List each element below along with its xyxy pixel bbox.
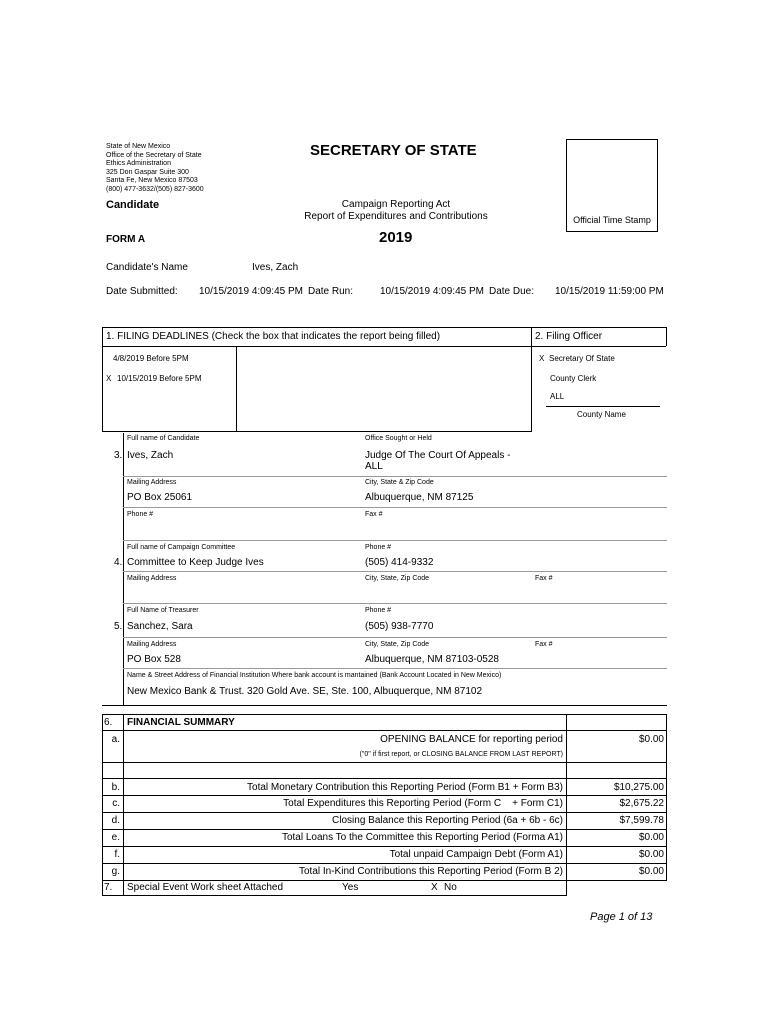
committee-phone: (505) 414-9332 — [365, 557, 434, 568]
committee-fax-label: Fax # — [535, 575, 553, 582]
treasurer-name-label: Full Name of Treasurer — [127, 607, 199, 614]
committee-city-label: City, State, Zip Code — [365, 575, 430, 582]
row-amount-g: $0.00 — [638, 866, 664, 877]
section-4-number: 4. — [114, 557, 123, 568]
date-due-value: 10/15/2019 11:59:00 PM — [555, 286, 664, 297]
bank-address: New Mexico Bank & Trust. 320 Gold Ave. SE, Ste. 100, Albuquerque, NM 87102 — [127, 686, 483, 697]
address-line: Ethics Administration — [106, 160, 171, 167]
section-3-number: 3. — [114, 450, 123, 461]
treasurer-phone: (505) 938-7770 — [365, 621, 434, 632]
candidate-city-label: City, State & Zip Code — [365, 479, 434, 486]
section-7-number: 7. — [104, 882, 113, 893]
special-event-yes[interactable]: Yes — [342, 882, 359, 893]
row-letter-b: b. — [111, 782, 120, 793]
committee-phone-label: Phone # — [365, 544, 392, 551]
agency-address — [106, 143, 204, 194]
address-line: Santa Fe, New Mexico 87503 — [106, 177, 198, 184]
row-label-f: Total unpaid Campaign Debt (Form A1) — [389, 849, 563, 860]
filing-officer-header: 2. Filing Officer — [535, 331, 603, 342]
row-letter-d: d. — [111, 815, 120, 826]
time-stamp-label: Official Time Stamp — [573, 215, 651, 225]
form-label: FORM A — [106, 234, 146, 245]
report-year: 2019 — [379, 229, 413, 246]
treasurer-city: Albuquerque, NM 87103-0528 — [365, 654, 499, 665]
candidate-mailing: PO Box 25061 — [127, 492, 193, 503]
candidate-phone-label: Phone # — [127, 511, 154, 518]
row-letter-c: c. — [112, 798, 120, 809]
row-letter-g: g. — [111, 866, 120, 877]
section-5-number: 5. — [114, 621, 123, 632]
officer-check-mark: X — [539, 354, 545, 363]
date-submitted-value: 10/15/2019 4:09:45 PM — [199, 286, 303, 297]
office-sought-label: Office Sought or Held — [365, 435, 432, 442]
row-label-a: OPENING BALANCE for reporting period — [380, 734, 563, 745]
row-amount-e: $0.00 — [638, 832, 664, 843]
date-run-label: Date Run: — [308, 286, 354, 297]
special-event-no[interactable]: No — [444, 882, 457, 893]
treasurer-fax-label: Fax # — [535, 641, 553, 648]
financial-summary-header: FINANCIAL SUMMARY — [127, 717, 235, 728]
address-line: Office of the Secretary of State — [106, 151, 202, 159]
candidate-city: Albuquerque, NM 87125 — [365, 492, 474, 503]
treasurer-name: Sanchez, Sara — [127, 621, 193, 632]
row-label-c: Total Expenditures this Reporting Period (Form C + Form C1) — [283, 798, 563, 809]
committee-name-label: Full name of Campaign Committee — [127, 544, 236, 551]
row-letter-f: f. — [114, 849, 120, 860]
row-amount-c: $2,675.22 — [619, 798, 664, 809]
office-sought-line-2: ALL — [365, 461, 383, 472]
candidate-mailing-label: Mailing Address — [127, 479, 177, 486]
opening-balance-note: ("0" if first report, or CLOSING BALANCE FROM LAST REPORT) — [359, 751, 563, 758]
candidate-heading: Candidate — [106, 199, 160, 211]
deadline-check-mark: X — [106, 374, 112, 383]
page-number: Page 1 of 13 — [590, 911, 653, 923]
date-due-label: Date Due: — [489, 286, 535, 297]
page-title: SECRETARY OF STATE — [310, 142, 477, 159]
address-line: (800) 477-3632/(505) 827-3600 — [106, 185, 204, 193]
address-line: 325 Don Gaspar Suite 300 — [106, 168, 189, 176]
date-submitted-label: Date Submitted: — [106, 286, 178, 297]
candidate-fax-label: Fax # — [365, 511, 383, 518]
committee-name: Committee to Keep Judge Ives — [127, 557, 264, 568]
treasurer-phone-label: Phone # — [365, 607, 392, 614]
county-name-label: County Name — [577, 410, 626, 419]
row-amount-b: $10,275.00 — [613, 782, 664, 793]
address-line: State of New Mexico — [106, 143, 171, 150]
row-letter-e: e. — [111, 832, 120, 843]
deadline-option-1[interactable]: 4/8/2019 Before 5PM — [113, 354, 189, 363]
row-letter-a: a. — [111, 734, 120, 745]
row-amount-a: $0.00 — [638, 734, 664, 745]
special-event-label: Special Event Work sheet Attached — [127, 882, 284, 893]
office-sought-line-1: Judge Of The Court Of Appeals - — [365, 450, 511, 461]
candidate-full-name: Ives, Zach — [127, 450, 174, 461]
section-6-number: 6. — [104, 717, 113, 728]
row-amount-f: $0.00 — [638, 849, 664, 860]
treasurer-mailing: PO Box 528 — [127, 654, 181, 665]
row-label-e: Total Loans To the Committee this Reporting Period (Forma A1) — [281, 832, 563, 843]
act-line-1: Campaign Reporting Act — [341, 199, 451, 210]
officer-option-county-clerk[interactable]: County Clerk — [550, 374, 597, 383]
date-run-value: 10/15/2019 4:09:45 PM — [380, 286, 484, 297]
committee-mailing-label: Mailing Address — [127, 575, 177, 582]
bank-label: Name & Street Address of Financial Institution Where bank account is mantained (Bank Account Located in New Mexico) — [127, 672, 502, 679]
row-label-d: Closing Balance this Reporting Period (6a + 6b - 6c) — [332, 815, 563, 826]
deadline-option-2[interactable]: 10/15/2019 Before 5PM — [117, 374, 202, 383]
candidate-name-label: Candidate's Name — [106, 262, 188, 273]
candidate-full-name-label: Full name of Candidate — [127, 435, 200, 442]
candidate-name-value: Ives, Zach — [252, 262, 299, 273]
row-label-g: Total In-Kind Contributions this Reporting Period (Form B 2) — [298, 866, 563, 877]
row-amount-d: $7,599.78 — [619, 815, 664, 826]
act-line-2: Report of Expenditures and Contributions — [304, 211, 488, 222]
treasurer-mailing-label: Mailing Address — [127, 641, 177, 648]
county-value: ALL — [550, 392, 565, 401]
officer-option-secretary[interactable]: Secretary Of State — [549, 354, 615, 363]
special-event-check-mark: X — [431, 882, 438, 893]
filing-deadlines-header: 1. FILING DEADLINES (Check the box that indicates the report being filled) — [106, 331, 441, 342]
row-label-b: Total Monetary Contribution this Reporting Period (Form B1 + Form B3) — [247, 782, 563, 793]
treasurer-city-label: City, State, Zip Code — [365, 641, 430, 648]
